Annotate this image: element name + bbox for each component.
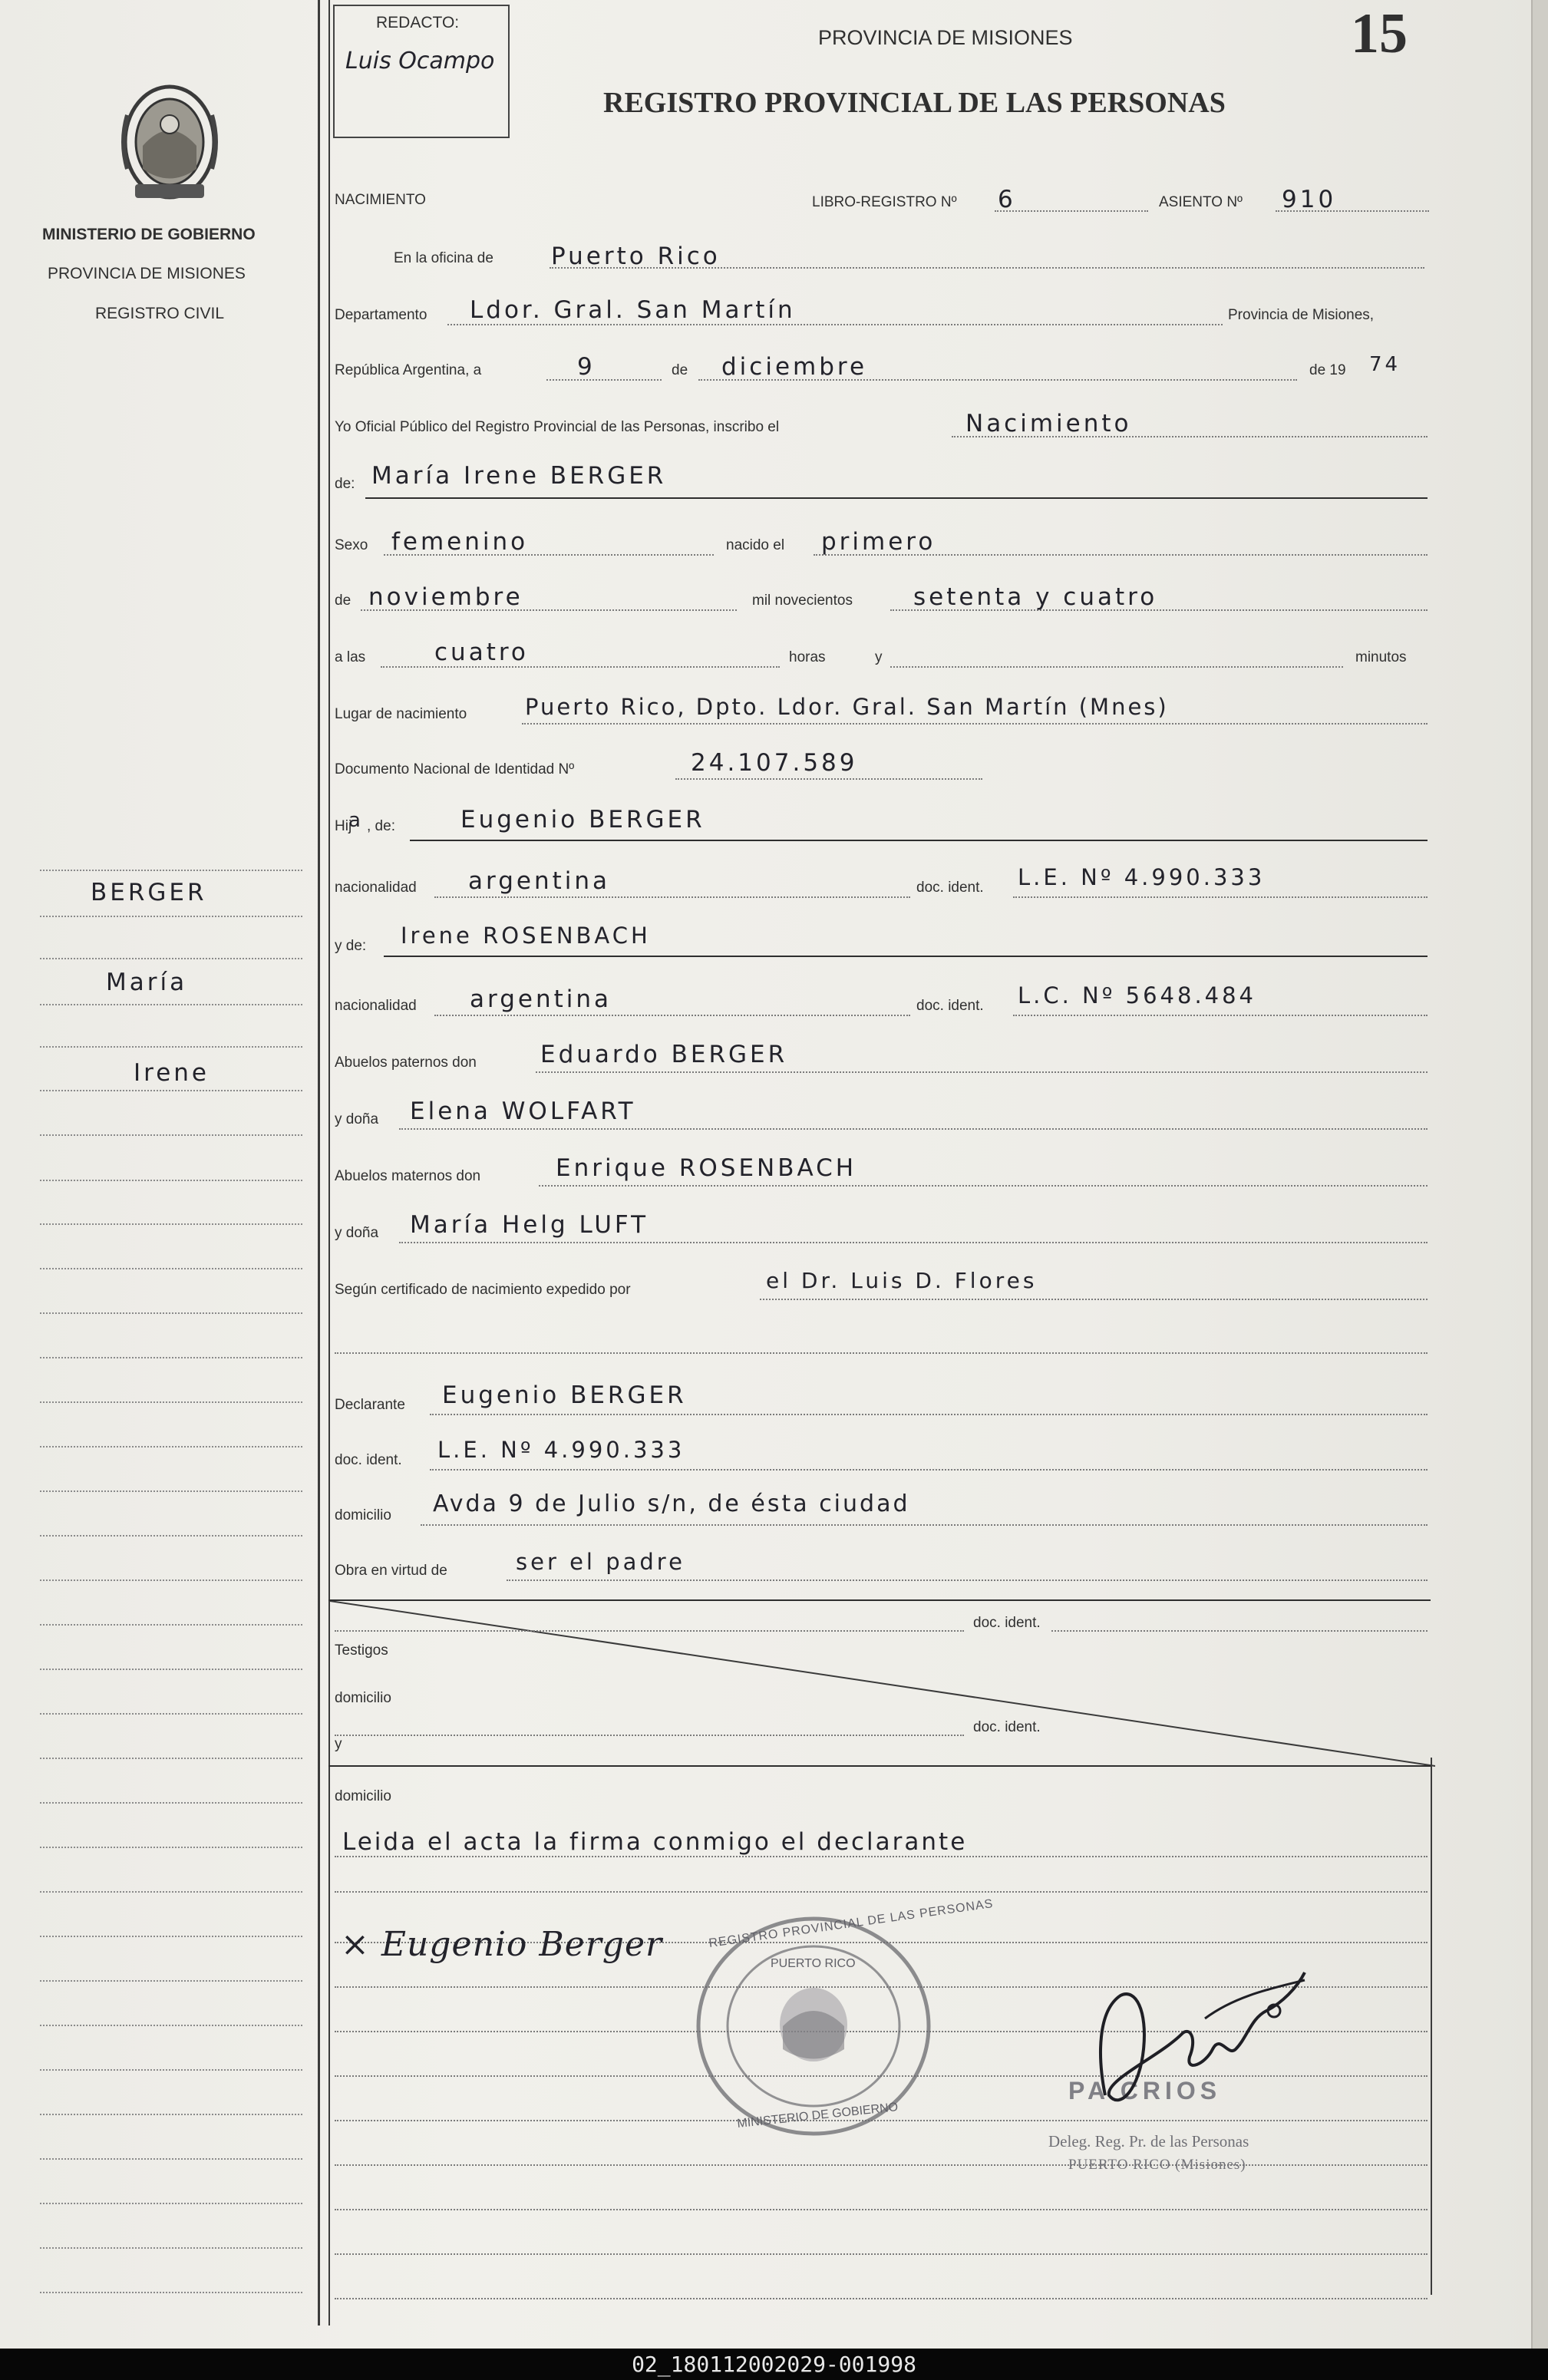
year-value: 74 <box>1369 353 1401 376</box>
provincia-suffix: Provincia de Misiones, <box>1228 307 1375 323</box>
abuelos-mat-label: Abuelos maternos don <box>335 1168 481 1184</box>
page-edge <box>1531 0 1548 2349</box>
abuela-pat-label: y doña <box>335 1111 379 1127</box>
de2-label: de <box>335 593 352 609</box>
abuelo-mat-value: Enrique ROSENBACH <box>556 1154 857 1182</box>
hij-label-b: , de: <box>367 818 395 834</box>
testigos-label: Testigos <box>335 1642 388 1659</box>
father-value: Eugenio BERGER <box>460 806 705 833</box>
oficial-text: Yo Oficial Público del Registro Provincial de las Personas, inscribo el <box>335 419 780 435</box>
abuelo-pat-value: Eduardo BERGER <box>540 1041 788 1068</box>
mother-underline <box>384 956 1428 957</box>
record-type: NACIMIENTO <box>335 192 426 208</box>
official-name: PA CRIOS <box>1068 2077 1222 2104</box>
obra-value: ser el padre <box>516 1549 685 1575</box>
de-label: de <box>672 362 688 378</box>
province-label: PROVINCIA DE MISIONES <box>48 265 246 282</box>
abuela-pat-value: Elena WOLFART <box>410 1098 636 1125</box>
stamp-center-text: PUERTO RICO <box>771 1957 856 1970</box>
certificado-label: Según certificado de nacimiento expedido por <box>335 1282 631 1298</box>
departamento-value: Ldor. Gral. San Martín <box>470 296 796 324</box>
closing-statement: Leida el acta la firma conmigo el declarante <box>342 1828 968 1856</box>
header-province: PROVINCIA DE MISIONES <box>818 26 1073 49</box>
libro-value: 6 <box>998 186 1016 213</box>
father-underline <box>410 840 1428 841</box>
stamp-bottom-text: MINISTERIO DE GOBIERNO <box>736 2101 899 2131</box>
father-doc: L.E. Nº 4.990.333 <box>1018 864 1266 890</box>
domicilio-label: domicilio <box>335 1507 391 1523</box>
lugar-label: Lugar de nacimiento <box>335 706 467 722</box>
obra-label: Obra en virtud de <box>335 1563 447 1579</box>
month-value: diciembre <box>721 353 868 381</box>
a-las-label: a las <box>335 649 366 665</box>
declarant-signature: × Eugenio Berger <box>341 1925 663 1964</box>
abuelos-pat-label: Abuelos paternos don <box>335 1055 477 1071</box>
dni-value: 24.107.589 <box>691 749 858 777</box>
margin-first-name: María <box>106 969 188 996</box>
dni-label: Documento Nacional de Identidad Nº <box>335 761 575 777</box>
nacido-label: nacido el <box>726 537 785 553</box>
official-place: PUERTO RICO (Misiones) <box>1068 2157 1246 2173</box>
republica-label: República Argentina, a <box>335 362 482 378</box>
asiento-label: ASIENTO Nº <box>1159 194 1243 210</box>
page-number: 15 <box>1351 2 1408 65</box>
father-nationality-label: nacionalidad <box>335 880 417 896</box>
mother-doc: L.C. Nº 5648.484 <box>1018 982 1257 1008</box>
registry-stamp <box>691 1897 995 2141</box>
margin-second-name: Irene <box>134 1059 210 1087</box>
libro-label: LIBRO-REGISTRO Nº <box>812 194 957 210</box>
name-value: María Irene BERGER <box>371 462 667 490</box>
year-prefix: de 19 <box>1309 362 1346 378</box>
main-left-rule <box>318 0 320 2326</box>
mil-label: mil novecientos <box>752 593 853 609</box>
testigo2-doc-label: doc. ident. <box>973 1719 1041 1735</box>
mother-doc-label: doc. ident. <box>916 998 984 1014</box>
day-value: 9 <box>577 353 596 381</box>
office-label: REGISTRO CIVIL <box>95 305 225 322</box>
header-registry: REGISTRO PROVINCIAL DE LAS PERSONAS <box>603 87 1226 119</box>
declarante-label: Declarante <box>335 1397 405 1413</box>
hour-value: cuatro <box>434 639 529 666</box>
oficina-label: En la oficina de <box>394 250 493 266</box>
acto-value: Nacimiento <box>965 410 1132 437</box>
de-name-label: de: <box>335 476 355 492</box>
declarante-value: Eugenio BERGER <box>442 1381 687 1409</box>
lugar-value: Puerto Rico, Dpto. Ldor. Gral. San Martín (Mnes) <box>525 694 1169 720</box>
mother-value: Irene ROSENBACH <box>401 923 651 949</box>
abuela-mat-label: y doña <box>335 1225 379 1241</box>
minutos-label: minutos <box>1355 649 1407 665</box>
name-underline <box>365 497 1428 499</box>
nacido-value: primero <box>821 528 936 556</box>
testigo-dom-label: domicilio <box>335 1690 391 1706</box>
testigo2-dom-label: domicilio <box>335 1788 391 1804</box>
hij-label-a: Hij <box>335 818 352 834</box>
declarante-doc-label: doc. ident. <box>335 1452 402 1468</box>
sexo-value: femenino <box>391 528 529 556</box>
father-doc-label: doc. ident. <box>916 880 984 896</box>
sexo-label: Sexo <box>335 537 368 553</box>
mother-nationality-label: nacionalidad <box>335 998 417 1014</box>
mother-nationality: argentina <box>470 985 612 1013</box>
stamp-ring-text: REGISTRO PROVINCIAL DE LAS PERSONAS <box>708 1897 995 1950</box>
margin-surname: BERGER <box>91 879 207 906</box>
asiento-value: 910 <box>1282 186 1337 213</box>
departamento-label: Departamento <box>335 307 427 323</box>
y-label: y <box>875 649 883 665</box>
redacto-signature: Luis Ocampo <box>345 48 495 74</box>
testigos-cancel-line <box>330 1601 1435 1770</box>
ministry-label: MINISTERIO DE GOBIERNO <box>42 226 256 243</box>
main-right-rule <box>1431 1758 1432 2295</box>
hij-handwritten: a <box>348 809 364 832</box>
image-code: 02_180112002029-001998 <box>0 2349 1548 2380</box>
horas-label: horas <box>789 649 826 665</box>
testigos-bottom-rule <box>328 1765 1431 1767</box>
birth-month-value: noviembre <box>368 583 523 611</box>
birth-year-value: setenta y cuatro <box>913 583 1158 611</box>
coat-of-arms-icon <box>112 77 227 207</box>
oficina-value: Puerto Rico <box>551 243 721 270</box>
testigo-y-label: y <box>335 1736 342 1752</box>
domicilio-value: Avda 9 de Julio s/n, de ésta ciudad <box>433 1490 910 1517</box>
official-signature-icon <box>1074 1965 1320 2118</box>
official-title: Deleg. Reg. Pr. de las Personas <box>1048 2132 1249 2151</box>
abuela-mat-value: María Helg LUFT <box>410 1211 649 1239</box>
main-left-rule-inner <box>328 0 330 2326</box>
redacto-label: REDACTO: <box>376 14 460 31</box>
yde-label: y de: <box>335 938 367 954</box>
testigo-doc-label: doc. ident. <box>973 1615 1041 1631</box>
father-nationality: argentina <box>468 867 611 895</box>
certificado-value: el Dr. Luis D. Flores <box>766 1268 1038 1293</box>
declarante-doc-value: L.E. Nº 4.990.333 <box>437 1437 685 1463</box>
